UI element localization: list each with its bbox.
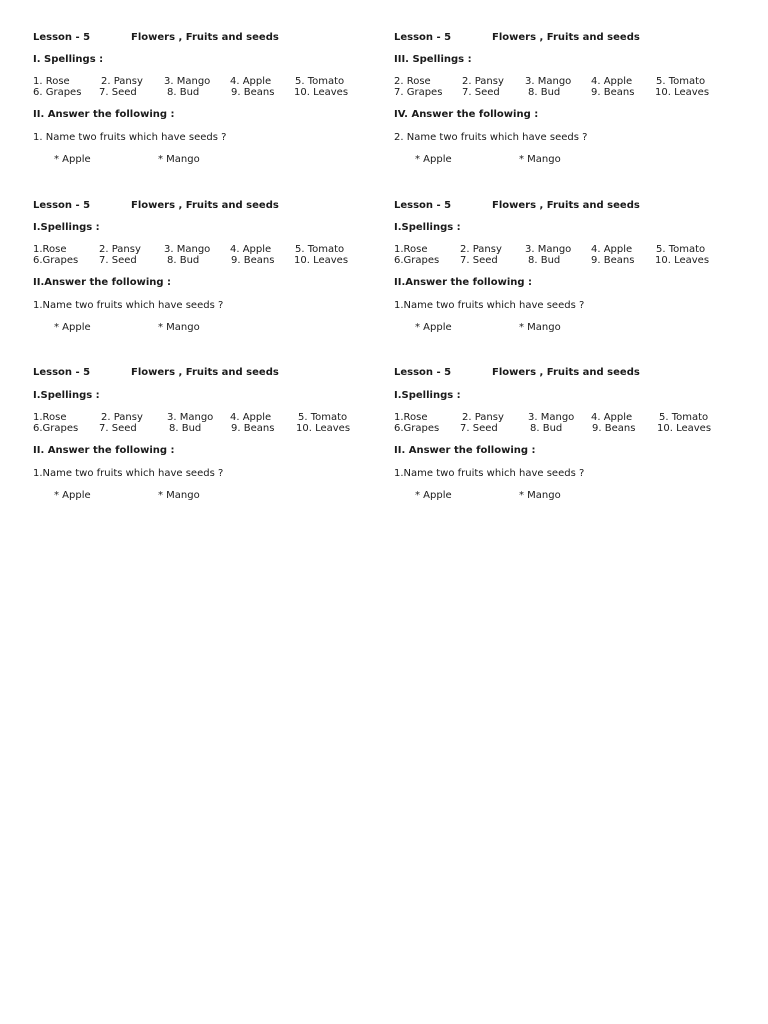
spelling-word: 4. Apple [230, 412, 272, 423]
spellings-heading: I.Spellings : [394, 222, 461, 233]
spelling-word: 9. Beans [231, 423, 275, 434]
lesson-topic: Flowers , Fruits and seeds [492, 367, 640, 378]
spelling-word: 9. Beans [591, 255, 635, 266]
spellings-heading: I. Spellings : [33, 54, 104, 65]
spelling-word: 6.Grapes [33, 255, 79, 266]
spelling-word: 10. Leaves [296, 423, 351, 434]
answer-item: * Apple [54, 490, 91, 501]
worksheet-card-2 [394, 32, 734, 182]
spellings-heading: III. Spellings : [394, 54, 472, 65]
spelling-word: 8. Bud [528, 255, 561, 266]
spelling-word: 3. Mango [164, 76, 211, 87]
spelling-word: 2. Pansy [101, 412, 143, 423]
spelling-word: 5. Tomato [295, 76, 345, 87]
lesson-topic: Flowers , Fruits and seeds [492, 200, 640, 211]
answer-heading: II. Answer the following : [394, 445, 536, 456]
lesson-topic: Flowers , Fruits and seeds [131, 367, 279, 378]
spelling-word: 5. Tomato [656, 244, 706, 255]
spelling-word: 4. Apple [591, 244, 633, 255]
spellings-heading: I.Spellings : [33, 390, 100, 401]
spelling-word: 8. Bud [528, 87, 561, 98]
spelling-word: 1.Rose [33, 412, 67, 423]
answer-item: * Mango [519, 322, 561, 333]
spellings-heading: I.Spellings : [33, 222, 100, 233]
spelling-word: 5. Tomato [298, 412, 348, 423]
spelling-word: 6.Grapes [394, 423, 440, 434]
lesson-topic: Flowers , Fruits and seeds [131, 32, 279, 43]
question-text: 2. Name two fruits which have seeds ? [394, 132, 588, 143]
lesson-label: Lesson - 5 [33, 367, 91, 378]
answer-heading: II. Answer the following : [33, 109, 175, 120]
answer-item: * Mango [519, 154, 561, 165]
spelling-word: 5. Tomato [659, 412, 709, 423]
spelling-word: 10. Leaves [655, 255, 710, 266]
spelling-word: 8. Bud [167, 87, 200, 98]
spelling-word: 2. Pansy [99, 244, 141, 255]
spelling-word: 1.Rose [394, 412, 428, 423]
worksheet-card-5 [33, 367, 373, 517]
lesson-label: Lesson - 5 [33, 32, 91, 43]
spelling-word: 7. Seed [99, 87, 137, 98]
answer-item: * Apple [415, 322, 452, 333]
spelling-word: 9. Beans [591, 87, 635, 98]
answer-item: * Mango [158, 322, 200, 333]
spelling-word: 6.Grapes [394, 255, 440, 266]
spelling-word: 10. Leaves [657, 423, 712, 434]
answer-heading: IV. Answer the following : [394, 109, 539, 120]
spelling-word: 9. Beans [231, 255, 275, 266]
spelling-word: 2. Pansy [462, 76, 504, 87]
spelling-word: 8. Bud [167, 255, 200, 266]
lesson-topic: Flowers , Fruits and seeds [492, 32, 640, 43]
spelling-word: 3. Mango [525, 244, 572, 255]
worksheet-card-4 [394, 200, 734, 350]
answer-item: * Mango [158, 490, 200, 501]
spelling-word: 10. Leaves [294, 255, 349, 266]
spelling-word: 5. Tomato [295, 244, 345, 255]
spelling-word: 1.Rose [33, 244, 67, 255]
spelling-word: 10. Leaves [294, 87, 349, 98]
answer-heading: II. Answer the following : [33, 445, 175, 456]
spelling-word: 9. Beans [592, 423, 636, 434]
spelling-word: 8. Bud [169, 423, 202, 434]
spelling-word: 8. Bud [530, 423, 563, 434]
worksheet-card-3 [33, 200, 373, 350]
spelling-word: 7. Grapes [394, 87, 443, 98]
spelling-word: 7. Seed [99, 423, 137, 434]
answer-heading: II.Answer the following : [394, 277, 533, 288]
answer-heading: II.Answer the following : [33, 277, 172, 288]
worksheet-card-6 [394, 367, 734, 517]
spelling-word: 7. Seed [460, 423, 498, 434]
spelling-word: 1. Rose [33, 76, 70, 87]
question-text: 1.Name two fruits which have seeds ? [33, 300, 224, 311]
answer-item: * Mango [158, 154, 200, 165]
spelling-word: 7. Seed [462, 87, 500, 98]
spelling-word: 6.Grapes [33, 423, 79, 434]
spelling-word: 2. Pansy [101, 76, 143, 87]
spelling-word: 9. Beans [231, 87, 275, 98]
question-text: 1. Name two fruits which have seeds ? [33, 132, 227, 143]
spelling-word: 3. Mango [167, 412, 214, 423]
spelling-word: 2. Pansy [462, 412, 504, 423]
lesson-label: Lesson - 5 [394, 32, 452, 43]
spelling-word: 3. Mango [528, 412, 575, 423]
spelling-word: 7. Seed [460, 255, 498, 266]
answer-item: * Mango [519, 490, 561, 501]
worksheet-card-1 [33, 32, 373, 182]
spelling-word: 3. Mango [164, 244, 211, 255]
question-text: 1.Name two fruits which have seeds ? [394, 300, 585, 311]
answer-item: * Apple [54, 154, 91, 165]
lesson-label: Lesson - 5 [394, 200, 452, 211]
spelling-word: 4. Apple [591, 76, 633, 87]
spelling-word: 2. Pansy [460, 244, 502, 255]
question-text: 1.Name two fruits which have seeds ? [394, 468, 585, 479]
spelling-word: 4. Apple [591, 412, 633, 423]
spelling-word: 7. Seed [99, 255, 137, 266]
spelling-word: 2. Rose [394, 76, 431, 87]
lesson-label: Lesson - 5 [394, 367, 452, 378]
spelling-word: 6. Grapes [33, 87, 82, 98]
lesson-label: Lesson - 5 [33, 200, 91, 211]
spelling-word: 3. Mango [525, 76, 572, 87]
answer-item: * Apple [54, 322, 91, 333]
spelling-word: 4. Apple [230, 76, 272, 87]
spelling-word: 4. Apple [230, 244, 272, 255]
lesson-topic: Flowers , Fruits and seeds [131, 200, 279, 211]
answer-item: * Apple [415, 490, 452, 501]
spelling-word: 5. Tomato [656, 76, 706, 87]
answer-item: * Apple [415, 154, 452, 165]
spellings-heading: I.Spellings : [394, 390, 461, 401]
spelling-word: 1.Rose [394, 244, 428, 255]
question-text: 1.Name two fruits which have seeds ? [33, 468, 224, 479]
spelling-word: 10. Leaves [655, 87, 710, 98]
